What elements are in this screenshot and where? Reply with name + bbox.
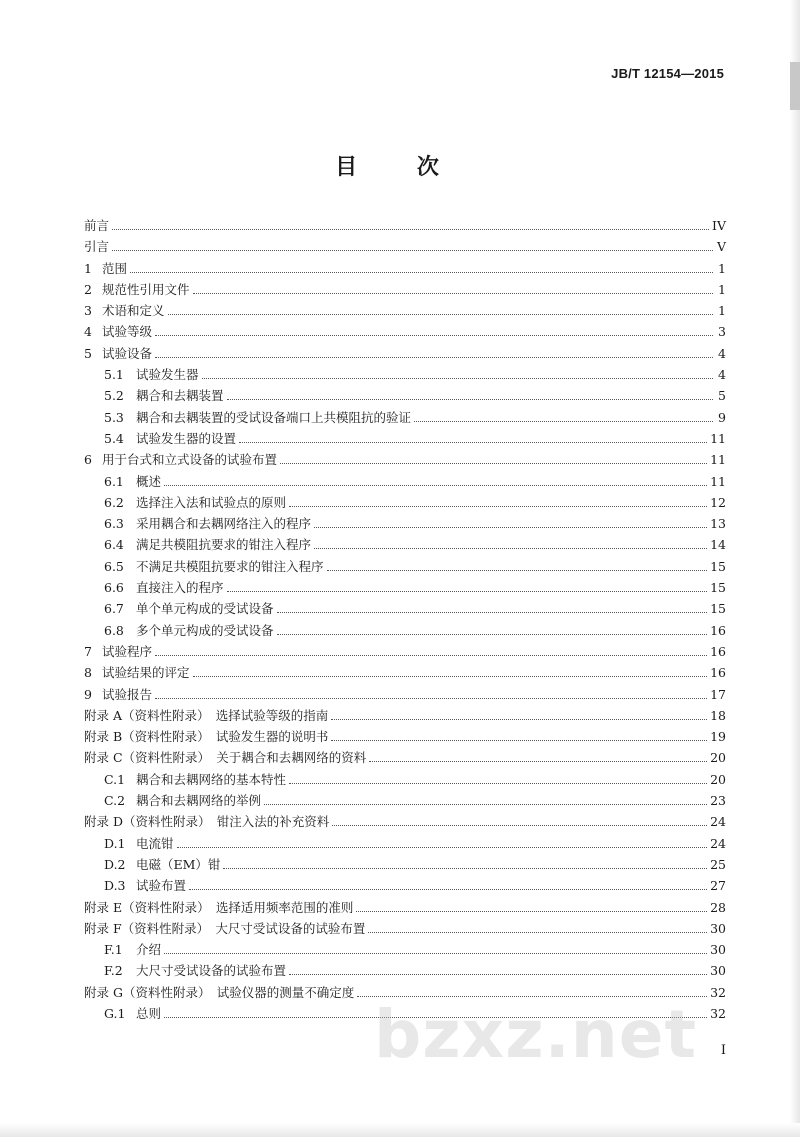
toc-entry[interactable] bbox=[84, 834, 726, 855]
toc-entry-page: 30 bbox=[710, 963, 726, 979]
toc-entry-label: 附录 D（资料性附录） 钳注入法的补充资料 bbox=[84, 814, 330, 830]
toc-entry-number: 4 bbox=[84, 324, 92, 340]
toc-entry-page: 28 bbox=[710, 899, 726, 915]
toc-entry[interactable] bbox=[84, 876, 726, 897]
toc-dot-leader bbox=[164, 953, 707, 954]
toc-dot-leader bbox=[193, 676, 708, 677]
toc-entry-page: 19 bbox=[710, 729, 726, 745]
toc-entry-label: 耦合和去耦网络的举例 bbox=[136, 793, 262, 809]
toc-entry-label: 采用耦合和去耦网络注入的程序 bbox=[136, 516, 312, 532]
toc-entry[interactable] bbox=[84, 237, 726, 258]
table-of-contents bbox=[84, 216, 726, 1025]
toc-entry[interactable] bbox=[84, 535, 726, 556]
toc-entry-number: 6.1 bbox=[104, 473, 124, 489]
toc-dot-leader bbox=[332, 825, 707, 826]
toc-entry-number: C.1 bbox=[104, 771, 126, 787]
page-bottom-edge bbox=[0, 1123, 800, 1137]
toc-entry-label: 耦合和去耦装置 bbox=[136, 388, 224, 404]
toc-dot-leader bbox=[289, 506, 707, 507]
toc-entry-page: 15 bbox=[710, 580, 726, 596]
toc-dot-leader bbox=[164, 485, 707, 486]
toc-entry[interactable] bbox=[84, 919, 726, 940]
toc-entry-page: 32 bbox=[710, 1005, 726, 1021]
toc-entry-number: 9 bbox=[84, 686, 92, 702]
page-number: I bbox=[720, 1043, 726, 1058]
toc-entry[interactable] bbox=[84, 450, 726, 471]
toc-entry[interactable] bbox=[84, 493, 726, 514]
toc-entry[interactable] bbox=[84, 365, 726, 386]
toc-dot-leader bbox=[369, 761, 707, 762]
toc-entry-page: 5 bbox=[718, 388, 726, 404]
toc-entry[interactable] bbox=[84, 727, 726, 748]
toc-entry-number: 7 bbox=[84, 643, 92, 659]
toc-entry-page: 15 bbox=[710, 601, 726, 617]
toc-entry-number: 6.8 bbox=[104, 622, 124, 638]
toc-entry[interactable] bbox=[84, 280, 726, 301]
toc-entry-label: 试验发生器的设置 bbox=[136, 430, 237, 446]
toc-entry-label: 试验报告 bbox=[102, 686, 153, 702]
toc-dot-leader bbox=[155, 698, 707, 699]
toc-entry-page: 20 bbox=[710, 771, 726, 787]
toc-entry[interactable] bbox=[84, 259, 726, 280]
toc-entry[interactable] bbox=[84, 748, 726, 769]
toc-entry-label: 直接注入的程序 bbox=[136, 580, 224, 596]
toc-entry-page: 1 bbox=[718, 260, 726, 276]
toc-entry[interactable] bbox=[84, 578, 726, 599]
toc-entry-page: 13 bbox=[710, 516, 726, 532]
toc-entry-page: 1 bbox=[718, 303, 726, 319]
toc-entry-page: 4 bbox=[718, 367, 726, 383]
toc-entry-number: 5.1 bbox=[104, 367, 124, 383]
toc-entry-page: 14 bbox=[710, 537, 726, 553]
toc-entry[interactable] bbox=[84, 940, 726, 961]
toc-entry-page: 9 bbox=[718, 409, 726, 425]
toc-entry-label: 附录 F（资料性附录） 大尺寸受试设备的试验布置 bbox=[84, 920, 366, 936]
toc-dot-leader bbox=[155, 335, 713, 336]
toc-dot-leader bbox=[112, 250, 713, 251]
toc-entry-label: 电磁（EM）钳 bbox=[136, 856, 221, 872]
toc-entry[interactable] bbox=[84, 706, 726, 727]
toc-dot-leader bbox=[168, 314, 713, 315]
toc-entry-number: 1 bbox=[84, 260, 92, 276]
toc-entry-label: 满足共模阻抗要求的钳注入程序 bbox=[136, 537, 312, 553]
toc-entry-number: D.2 bbox=[104, 856, 126, 872]
toc-entry-number: 6.5 bbox=[104, 558, 124, 574]
toc-entry[interactable] bbox=[84, 472, 726, 493]
toc-entry-page: 11 bbox=[710, 473, 726, 489]
toc-dot-leader bbox=[314, 548, 707, 549]
toc-entry-label: 附录 C（资料性附录） 关于耦合和去耦网络的资料 bbox=[84, 750, 367, 766]
toc-entry-page: 16 bbox=[710, 622, 726, 638]
toc-entry[interactable] bbox=[84, 812, 726, 833]
toc-dot-leader bbox=[223, 868, 707, 869]
toc-entry-number: 6.6 bbox=[104, 580, 124, 596]
toc-entry-page: 18 bbox=[710, 707, 726, 723]
toc-entry-number: 6.7 bbox=[104, 601, 124, 617]
toc-entry-number: 5.2 bbox=[104, 388, 124, 404]
toc-entry-label: 试验等级 bbox=[102, 324, 153, 340]
toc-entry-page: 12 bbox=[710, 494, 726, 510]
toc-entry[interactable] bbox=[84, 663, 726, 684]
toc-entry-page: 15 bbox=[710, 558, 726, 574]
toc-entry[interactable] bbox=[84, 408, 726, 429]
toc-entry-label: 术语和定义 bbox=[102, 303, 165, 319]
toc-entry-label: 范围 bbox=[102, 260, 128, 276]
toc-dot-leader bbox=[314, 527, 707, 528]
toc-entry[interactable] bbox=[84, 216, 726, 237]
toc-entry-page: 20 bbox=[710, 750, 726, 766]
toc-title: 目 次 bbox=[335, 154, 465, 180]
toc-entry[interactable] bbox=[84, 961, 726, 982]
toc-entry-label: 附录 E（资料性附录） 选择适用频率范围的准则 bbox=[84, 899, 354, 915]
toc-entry[interactable] bbox=[84, 685, 726, 706]
toc-entry-number: 6.4 bbox=[104, 537, 124, 553]
toc-entry[interactable] bbox=[84, 898, 726, 919]
toc-entry-label: 试验结果的评定 bbox=[102, 665, 190, 681]
toc-entry[interactable] bbox=[84, 514, 726, 535]
toc-entry-label: 试验布置 bbox=[136, 878, 187, 894]
toc-entry[interactable] bbox=[84, 344, 726, 365]
toc-entry[interactable] bbox=[84, 642, 726, 663]
toc-dot-leader bbox=[112, 229, 709, 230]
toc-entry-page: 32 bbox=[710, 984, 726, 1000]
scroll-edge-tab bbox=[790, 62, 800, 110]
watermark: bzxz.net bbox=[374, 996, 698, 1073]
toc-entry-page: 17 bbox=[710, 686, 726, 702]
toc-entry[interactable] bbox=[84, 770, 726, 791]
toc-entry-number: D.3 bbox=[104, 878, 126, 894]
toc-entry-page: 3 bbox=[718, 324, 726, 340]
toc-entry-page: 11 bbox=[710, 430, 726, 446]
toc-entry-page: 27 bbox=[710, 878, 726, 894]
toc-entry-page: V bbox=[716, 239, 726, 255]
toc-entry-label: 前言 bbox=[84, 218, 110, 233]
toc-dot-leader bbox=[356, 911, 707, 912]
toc-dot-leader bbox=[227, 591, 708, 592]
toc-entry-number: 3 bbox=[84, 303, 92, 319]
toc-entry-number: D.1 bbox=[104, 835, 126, 851]
toc-entry-label: 引言 bbox=[84, 239, 110, 255]
toc-dot-leader bbox=[202, 378, 713, 379]
toc-dot-leader bbox=[239, 442, 707, 443]
toc-dot-leader bbox=[155, 655, 707, 656]
toc-entry-number: G.1 bbox=[104, 1005, 126, 1021]
toc-entry-number: 5 bbox=[84, 345, 92, 361]
toc-entry-number: 6.3 bbox=[104, 516, 124, 532]
toc-dot-leader bbox=[280, 463, 707, 464]
document-code: JB/T 12154—2015 bbox=[611, 66, 724, 81]
toc-entry[interactable] bbox=[84, 855, 726, 876]
toc-dot-leader bbox=[289, 783, 707, 784]
toc-entry-label: 附录 G（资料性附录） 试验仪器的测量不确定度 bbox=[84, 984, 355, 1000]
toc-entry[interactable] bbox=[84, 557, 726, 578]
toc-entry-label: 多个单元构成的受试设备 bbox=[136, 622, 274, 638]
toc-entry-number: F.1 bbox=[104, 942, 123, 958]
toc-dot-leader bbox=[277, 612, 708, 613]
toc-entry-number: F.2 bbox=[104, 963, 123, 979]
toc-entry-label: 试验发生器 bbox=[136, 367, 199, 383]
toc-entry-label: 试验设备 bbox=[102, 345, 153, 361]
toc-dot-leader bbox=[264, 804, 707, 805]
toc-entry-page: 25 bbox=[710, 856, 726, 872]
toc-dot-leader bbox=[193, 293, 713, 294]
toc-entry[interactable] bbox=[84, 429, 726, 450]
toc-entry-number: 5.4 bbox=[104, 430, 124, 446]
toc-entry-label: 不满足共模阻抗要求的钳注入程序 bbox=[136, 558, 324, 574]
toc-entry-label: 用于台式和立式设备的试验布置 bbox=[102, 452, 278, 468]
toc-entry-page: 30 bbox=[710, 942, 726, 958]
toc-entry[interactable] bbox=[84, 322, 726, 343]
toc-dot-leader bbox=[331, 740, 707, 741]
toc-dot-leader bbox=[189, 889, 707, 890]
toc-entry-page: IV bbox=[712, 218, 726, 233]
toc-dot-leader bbox=[155, 357, 713, 358]
toc-entry-number: C.2 bbox=[104, 793, 126, 809]
toc-entry-number: 8 bbox=[84, 665, 92, 681]
toc-entry[interactable] bbox=[84, 301, 726, 322]
toc-dot-leader bbox=[227, 399, 713, 400]
toc-dot-leader bbox=[289, 974, 707, 975]
toc-entry-label: 大尺寸受试设备的试验布置 bbox=[136, 963, 287, 979]
toc-dot-leader bbox=[277, 634, 708, 635]
toc-entry[interactable] bbox=[84, 386, 726, 407]
toc-entry-page: 30 bbox=[710, 920, 726, 936]
toc-entry-label: 介绍 bbox=[136, 942, 162, 958]
toc-entry-label: 概述 bbox=[136, 473, 162, 489]
toc-entry-label: 附录 A（资料性附录） 选择试验等级的指南 bbox=[84, 707, 329, 723]
toc-entry-label: 规范性引用文件 bbox=[102, 281, 190, 297]
toc-entry-page: 11 bbox=[710, 452, 726, 468]
toc-entry-page: 16 bbox=[710, 665, 726, 681]
toc-entry-page: 24 bbox=[710, 814, 726, 830]
toc-entry-label: 单个单元构成的受试设备 bbox=[136, 601, 274, 617]
toc-entry-label: 附录 B（资料性附录） 试验发生器的说明书 bbox=[84, 729, 329, 745]
toc-dot-leader bbox=[327, 570, 708, 571]
toc-entry-page: 4 bbox=[718, 345, 726, 361]
toc-entry-number: 2 bbox=[84, 281, 92, 297]
toc-entry[interactable] bbox=[84, 791, 726, 812]
toc-entry-page: 16 bbox=[710, 643, 726, 659]
toc-dot-leader bbox=[414, 421, 713, 422]
toc-entry-number: 6 bbox=[84, 452, 92, 468]
toc-entry[interactable] bbox=[84, 599, 726, 620]
toc-dot-leader bbox=[368, 932, 707, 933]
toc-entry-page: 23 bbox=[710, 793, 726, 809]
toc-entry-page: 1 bbox=[718, 281, 726, 297]
toc-dot-leader bbox=[130, 272, 713, 273]
toc-entry-label: 试验程序 bbox=[102, 643, 153, 659]
toc-entry-label: 电流钳 bbox=[136, 835, 174, 851]
toc-entry-label: 耦合和去耦装置的受试设备端口上共模阻抗的验证 bbox=[136, 409, 412, 425]
toc-entry-label: 耦合和去耦网络的基本特性 bbox=[136, 771, 287, 787]
toc-entry-label: 选择注入法和试验点的原则 bbox=[136, 494, 287, 510]
toc-entry[interactable] bbox=[84, 621, 726, 642]
toc-entry-page: 24 bbox=[710, 835, 726, 851]
toc-entry-label: 总则 bbox=[136, 1005, 162, 1021]
toc-dot-leader bbox=[177, 847, 708, 848]
toc-entry-number: 6.2 bbox=[104, 494, 124, 510]
toc-dot-leader bbox=[331, 719, 707, 720]
toc-entry-number: 5.3 bbox=[104, 409, 124, 425]
